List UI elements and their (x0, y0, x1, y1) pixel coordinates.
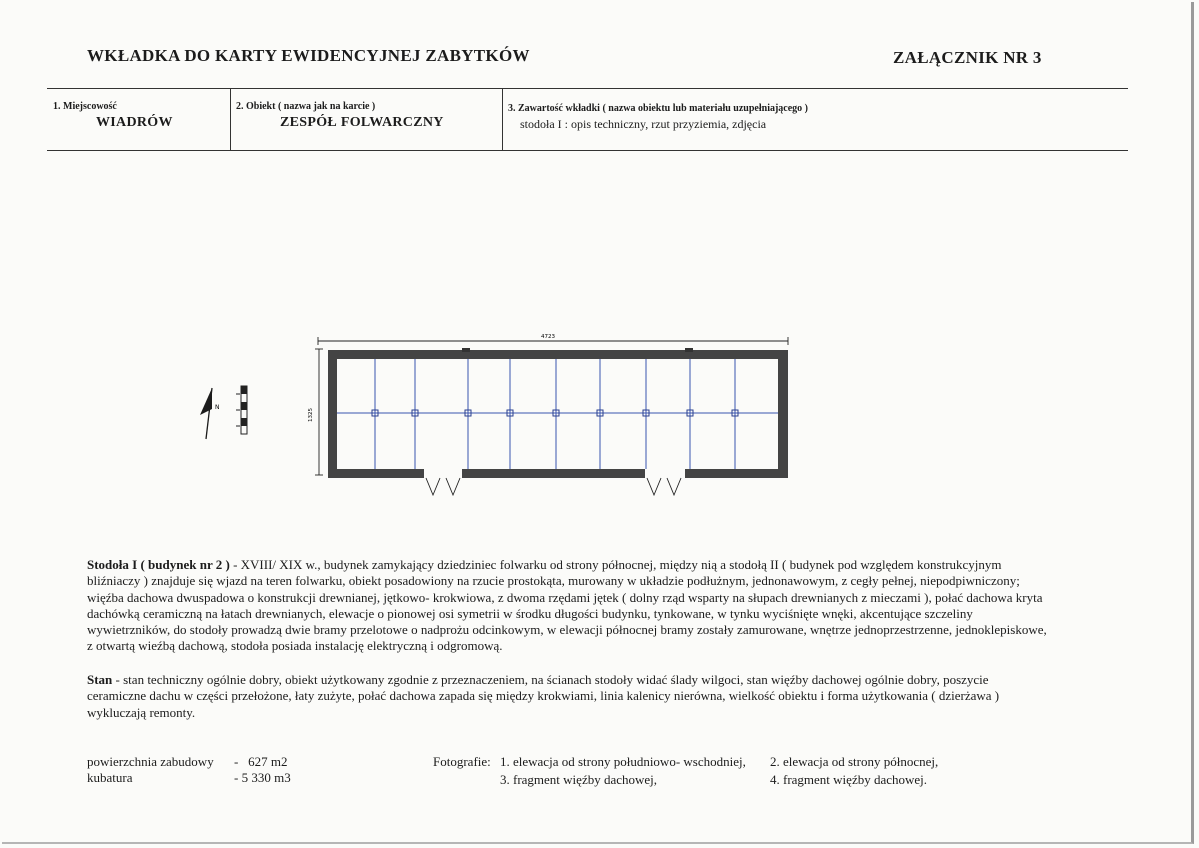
description-body: - XVIII/ XIX w., budynek zamykający dziedziniec folwarku od strony północnej, między nią a stodołą II ( budynek pod względem konstrukcyjnym bliźniaczy ) znajduje się wjazd na teren folwarku, obiekt posadowiony na rzucie prostokąta, murowany w układzie podłużnym, jednonawowym, z cegły pełnej, niepodpiwniczony; więźba dachowa dwuspadowa o konstrukcji drewnianej, jętkowo- krokwiowa, z dwoma rzędami jętek ( dolny rząd wsparty na słupach drewnianych z mieczami ), połać dachowa kryta dachówką ceramiczną na łatach drewnianych, elewacje o pionowej osi symetrii w środku długości budynku, tynkowane, w tynku wyciśnięte wnęki, akcentujące szczeliny wywietrzników, do stodoły prowadzą dwie bramy przelotowe o nadprożu odcinkowym, w elewacji północnej bramy zostały zamurowane, wnętrze jednoprzestrzenne, jednoklepiskowe, z otwartą wieźbą dachową, stodoła posiada instalację elektryczną i odgromową. (87, 557, 1047, 654)
condition-body: - stan techniczny ogólnie dobry, obiekt użytkowany zgodnie z przeznaczeniem, na ścianach stodoły widać ślady wilgoci, stan więźby dachowej ogólnie dobry, poszycie ceramiczne dachu w części przełożone, łaty zużyte, połać dachowa zapada się między krokwiami, linia kalenicy nierówna, wielkość obiektu i forma użytkowania ( dzierżawa ) wykluczają remonty. (87, 672, 1000, 720)
table-top-rule (47, 88, 1128, 89)
structural-grid (337, 359, 778, 469)
photo-item-3: 3. fragment więźby dachowej, (500, 772, 658, 787)
locality-value: WIADRÓW (96, 115, 173, 130)
gate-doors (426, 478, 681, 495)
object-value: ZESPÓŁ FOLWARCZNY (280, 115, 444, 130)
contents-value: stodoła I : opis techniczny, rzut przyziemia, zdjęcia (520, 117, 767, 131)
table-divider-1 (230, 88, 231, 150)
volume-label: kubatura (87, 770, 133, 785)
volume-value: - 5 330 m3 (234, 770, 291, 785)
condition-title: Stan (87, 672, 113, 687)
area-value: - 627 m2 (234, 754, 288, 769)
table-bottom-rule (47, 150, 1128, 151)
photos-label: Fotografie: (433, 754, 491, 769)
walls (328, 350, 788, 478)
area-label: powierzchnia zabudowy (87, 754, 214, 769)
table-divider-2 (502, 88, 503, 150)
description-title: Stodoła I ( budynek nr 2 ) (87, 557, 230, 572)
north-label: N (215, 404, 220, 411)
scale-bar (236, 386, 247, 434)
annex-number: ZAŁĄCZNIK NR 3 (893, 48, 1042, 67)
locality-label: 1. Miejscowość (53, 101, 117, 112)
dim-length-label: 4723 (541, 334, 555, 340)
floor-plan (190, 325, 800, 515)
photo-item-2: 2. elewacja od strony północnej, (770, 754, 939, 769)
object-label: 2. Obiekt ( nazwa jak na karcie ) (236, 101, 376, 112)
dim-width-label: 1325 (308, 408, 314, 422)
contents-label: 3. Zawartość wkładki ( nazwa obiektu lub materiału uzupełniającego ) (508, 103, 809, 114)
photo-item-1: 1. elewacja od strony południowo- wschodniej, (500, 754, 746, 769)
north-arrow-icon (200, 388, 220, 439)
photo-item-4: 4. fragment więźby dachowej. (770, 772, 928, 787)
document-title: WKŁADKA DO KARTY EWIDENCYJNEJ ZABYTKÓW (87, 46, 530, 65)
condition-description (87, 672, 1047, 721)
building-description (87, 557, 1047, 655)
